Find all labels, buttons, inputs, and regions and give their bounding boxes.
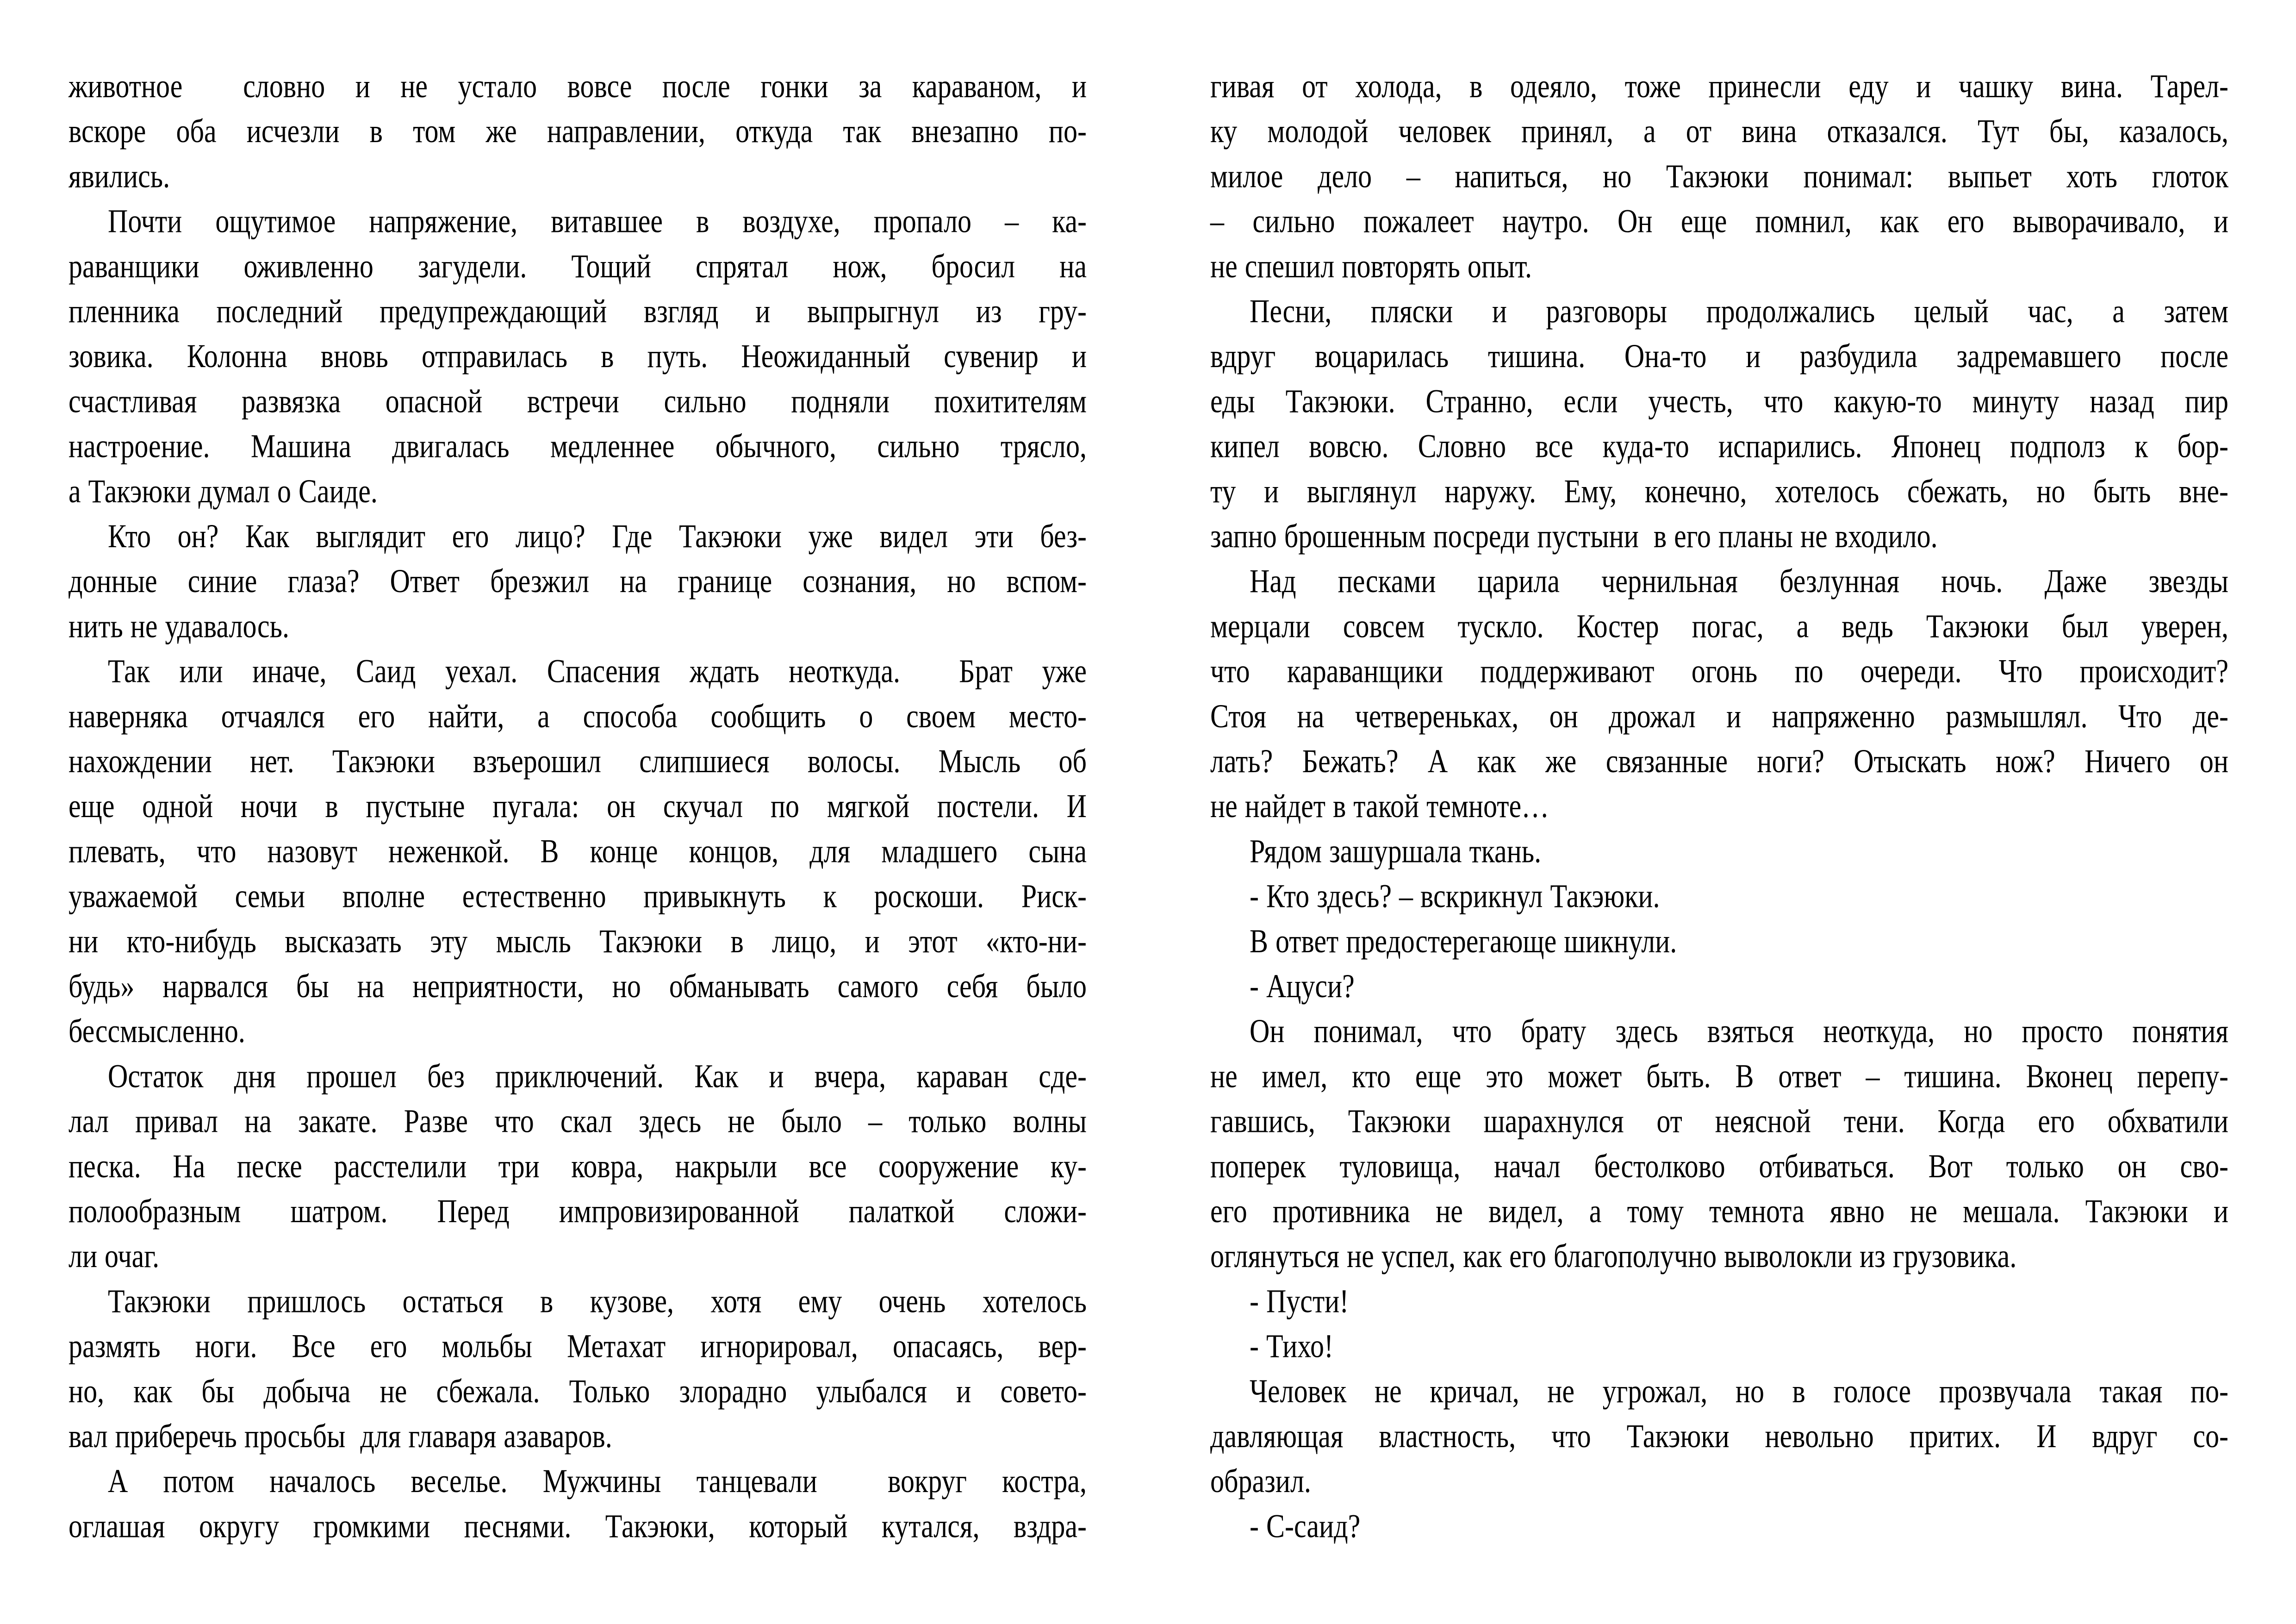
text-line: что караванщики поддерживают огонь по очереди. Что происходит? bbox=[1210, 653, 2228, 690]
text-line: не имел, кто еще это может быть. В ответ – тишина. Вконец перепу- bbox=[1210, 1057, 2228, 1094]
paragraph bbox=[1210, 829, 2228, 874]
paragraph bbox=[68, 64, 1087, 199]
text-line: вал приберечь просьбы для главаря азаваров. bbox=[68, 1418, 612, 1455]
text-line: давляющая властность, что Такэюки невольно притих. И вдруг со- bbox=[1210, 1418, 2228, 1455]
text-line: - Ацуси? bbox=[1250, 968, 1355, 1005]
paragraph bbox=[1210, 1504, 2228, 1549]
text-line: запно брошенным посреди пустыни в его планы не входило. bbox=[1210, 518, 1938, 555]
paragraph bbox=[1210, 559, 2228, 829]
paragraph bbox=[1210, 874, 2228, 919]
text-line: бессмысленно. bbox=[68, 1012, 245, 1049]
text-line: В ответ предостерегающе шикнули. bbox=[1250, 923, 1677, 960]
paragraph bbox=[1210, 1279, 2228, 1324]
text-line: ку молодой человек принял, а от вина отказался. Тут бы, казалось, bbox=[1210, 112, 2228, 150]
text-line: ту и выглянул наружу. Ему, конечно, хотелось сбежать, но быть вне- bbox=[1210, 473, 2228, 510]
paragraph bbox=[1210, 64, 2228, 289]
text-line: Такэюки пришлось остаться в кузове, хотя ему очень хотелось bbox=[108, 1282, 1087, 1319]
text-line: а Такэюки думал о Саиде. bbox=[68, 473, 378, 510]
text-line: Песни, пляски и разговоры продолжались целый час, а затем bbox=[1250, 293, 2228, 330]
paragraph bbox=[1210, 964, 2228, 1009]
paragraph bbox=[68, 649, 1087, 1054]
text-line: Рядом зашуршала ткань. bbox=[1250, 832, 1542, 870]
text-line: А потом началось веселье. Мужчины танцевали вокруг костра, bbox=[108, 1462, 1087, 1499]
text-line: будь» нарвался бы на неприятности, но обманывать самого себя было bbox=[68, 968, 1087, 1005]
paragraph bbox=[1210, 289, 2228, 559]
text-line: явились. bbox=[68, 157, 170, 194]
text-line: оглянуться не успел, как его благополучно выволокли из грузовика. bbox=[1210, 1237, 2017, 1274]
paragraph bbox=[68, 514, 1087, 649]
text-line: пленника последний предупреждающий взгляд и выпрыгнул из гру- bbox=[68, 293, 1087, 330]
text-line: не найдет в такой темноте… bbox=[1210, 787, 1549, 824]
text-line: нахождении нет. Такэюки взъерошил слипшиеся волосы. Мысль об bbox=[68, 743, 1087, 780]
text-line: Остаток дня прошел без приключений. Как и вчера, караван сде- bbox=[108, 1057, 1087, 1094]
text-line: - С-саид? bbox=[1250, 1507, 1361, 1545]
text-line: образил. bbox=[1210, 1462, 1311, 1499]
paragraph bbox=[1210, 1009, 2228, 1279]
text-line: размять ноги. Все его мольбы Метахат игнорировал, опасаясь, вер- bbox=[68, 1328, 1087, 1365]
text-line: нить не удавалось. bbox=[68, 607, 290, 644]
text-line: не спешил повторять опыт. bbox=[1210, 248, 1532, 285]
text-line: полообразным шатром. Перед импровизированной палаткой сложи- bbox=[68, 1193, 1087, 1230]
text-line: донные синие глаза? Ответ брезжил на границе сознания, но вспом- bbox=[68, 562, 1087, 600]
paragraph bbox=[1210, 919, 2228, 964]
text-line: поперек туловища, начал бестолково отбиваться. Вот только он сво- bbox=[1210, 1148, 2228, 1185]
text-line: оглашая округу громкими песнями. Такэюки, который кутался, вздра- bbox=[68, 1507, 1087, 1545]
text-line: зовика. Колонна вновь отправилась в путь. Неожиданный сувенир и bbox=[68, 337, 1087, 375]
text-line: животное словно и не устало вовсе после гонки за караваном, и bbox=[68, 68, 1087, 105]
text-line: Стоя на четвереньках, он дрожал и напряженно размышлял. Что де- bbox=[1210, 698, 2228, 735]
text-line: настроение. Машина двигалась медленнее обычного, сильно трясло, bbox=[68, 428, 1087, 465]
text-line: раванщики оживленно загудели. Тощий спрятал нож, бросил на bbox=[68, 248, 1087, 285]
text-line: уважаемой семьи вполне естественно привыкнуть к роскоши. Риск- bbox=[68, 878, 1087, 915]
text-line: ли очаг. bbox=[68, 1237, 160, 1274]
text-line: – сильно пожалеет наутро. Он еще помнил, как его выворачивало, и bbox=[1210, 203, 2228, 240]
text-line: лал привал на закате. Разве что скал здесь не было – только волны bbox=[68, 1103, 1087, 1140]
left-page-column bbox=[68, 64, 1087, 1549]
text-line: кипел вовсю. Словно все куда-то испарились. Японец подполз к бор- bbox=[1210, 428, 2228, 465]
text-line: счастливая развязка опасной встречи сильно подняли похитителям bbox=[68, 382, 1087, 419]
text-line: гивая от холода, в одеяло, тоже принесли еду и чашку вина. Тарел- bbox=[1210, 68, 2228, 105]
text-line: Так или иначе, Саид уехал. Спасения ждать неоткуда. Брат уже bbox=[108, 653, 1087, 690]
text-line: гавшись, Такэюки шарахнулся от неясной тени. Когда его обхватили bbox=[1210, 1103, 2228, 1140]
text-line: наверняка отчаялся его найти, а способа сообщить о своем место- bbox=[68, 698, 1087, 735]
text-line: песка. На песке расстелили три ковра, накрыли все сооружение ку- bbox=[68, 1148, 1087, 1185]
text-line: плевать, что назовут неженкой. В конце концов, для младшего сына bbox=[68, 832, 1087, 870]
paragraph bbox=[68, 1279, 1087, 1459]
text-line: вскоре оба исчезли в том же направлении, откуда так внезапно по- bbox=[68, 112, 1087, 150]
text-line: Он понимал, что брату здесь взяться неоткуда, но просто понятия bbox=[1250, 1012, 2228, 1049]
text-line: лать? Бежать? А как же связанные ноги? Отыскать нож? Ничего он bbox=[1210, 743, 2228, 780]
text-line: но, как бы добыча не сбежала. Только злорадно улыбался и совето- bbox=[68, 1373, 1087, 1410]
text-line: Почти ощутимое напряжение, витавшее в воздухе, пропало – ка- bbox=[108, 203, 1087, 240]
text-line: еще одной ночи в пустыне пугала: он скучал по мягкой постели. И bbox=[68, 787, 1087, 824]
text-line: Кто он? Как выглядит его лицо? Где Такэюки уже видел эти без- bbox=[108, 518, 1087, 555]
text-line: Над песками царила чернильная безлунная ночь. Даже звезды bbox=[1250, 562, 2228, 600]
paragraph bbox=[1210, 1324, 2228, 1369]
text-line: мерцали совсем тускло. Костер погас, а ведь Такэюки был уверен, bbox=[1210, 607, 2228, 644]
text-line: вдруг воцарилась тишина. Она-то и разбудила задремавшего после bbox=[1210, 337, 2228, 375]
text-line: - Пусти! bbox=[1250, 1282, 1349, 1319]
text-line: милое дело – напиться, но Такэюки понимал: выпьет хоть глоток bbox=[1210, 157, 2228, 194]
right-page-column bbox=[1210, 64, 2228, 1549]
paragraph bbox=[68, 1054, 1087, 1279]
text-line: его противника не видел, а тому темнота явно не мешала. Такэюки и bbox=[1210, 1193, 2228, 1230]
text-line: Человек не кричал, не угрожал, но в голосе прозвучала такая по- bbox=[1250, 1373, 2228, 1410]
paragraph bbox=[1210, 1369, 2228, 1504]
text-line: ни кто-нибудь высказать эту мысль Такэюки в лицо, и этот «кто-ни- bbox=[68, 923, 1087, 960]
paragraph bbox=[68, 199, 1087, 514]
text-line: - Тихо! bbox=[1250, 1328, 1333, 1365]
text-line: - Кто здесь? – вскрикнул Такэюки. bbox=[1250, 878, 1660, 915]
text-line: еды Такэюки. Странно, если учесть, что какую-то минуту назад пир bbox=[1210, 382, 2228, 419]
paragraph bbox=[68, 1459, 1087, 1549]
